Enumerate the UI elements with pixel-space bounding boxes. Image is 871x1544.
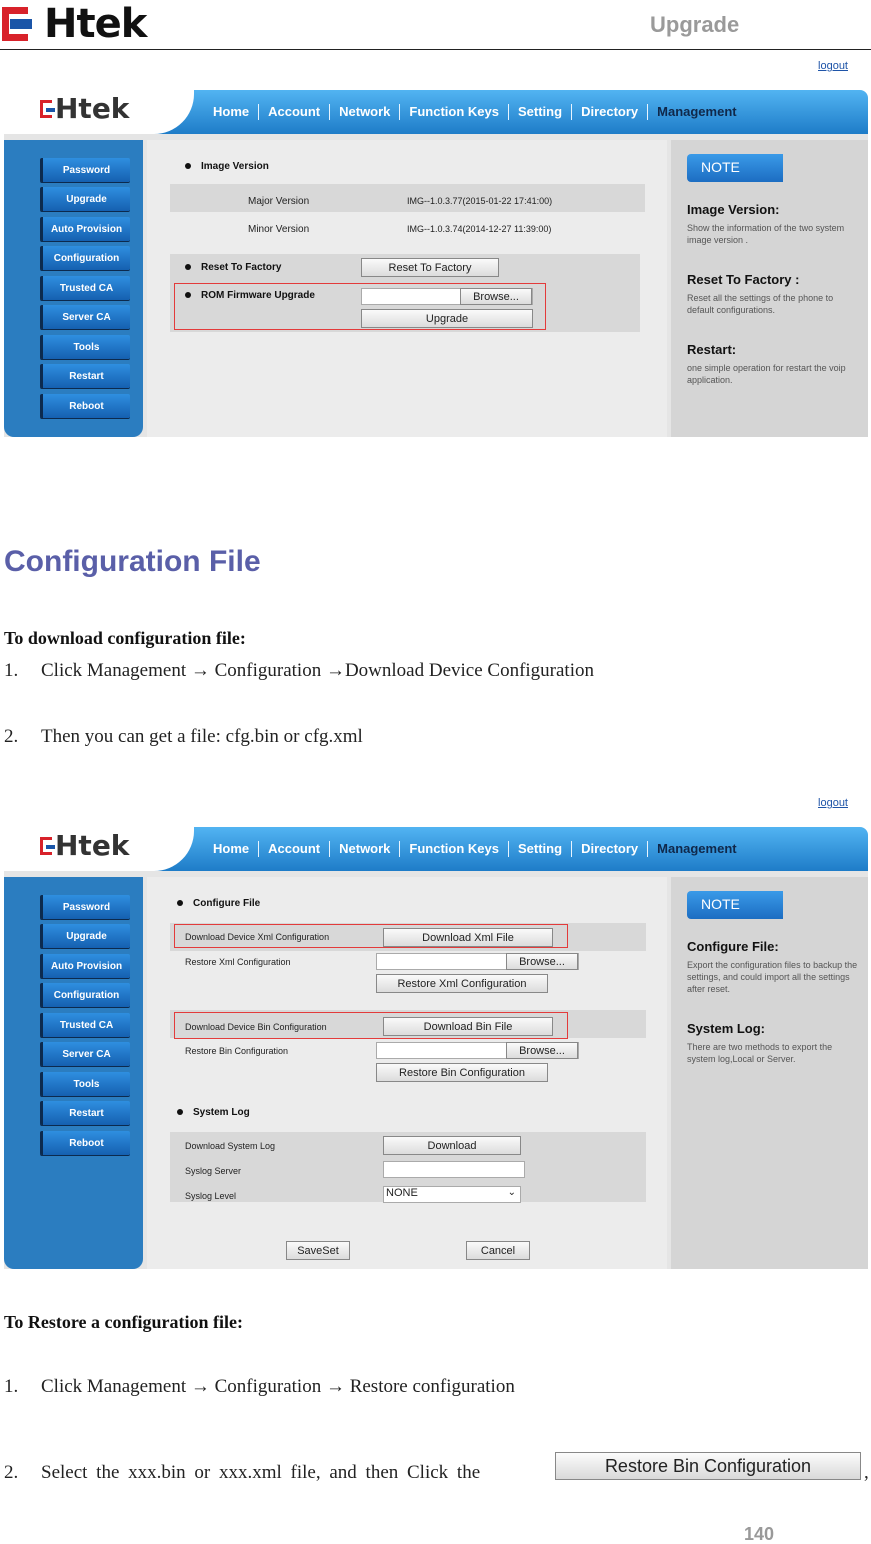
webui-logo: Htek — [40, 829, 129, 862]
restore-xml-button[interactable]: Restore Xml Configuration — [376, 974, 548, 993]
upgrade-button[interactable]: Upgrade — [361, 309, 533, 328]
configure-file-title: Configure File — [177, 898, 260, 909]
sidebar-item-auto-provision[interactable]: Auto Provision — [40, 217, 130, 241]
logo-square-icon — [40, 100, 52, 118]
bullet-icon — [185, 292, 191, 298]
sidebar-item-reboot[interactable]: Reboot — [40, 1131, 130, 1155]
logout-link[interactable]: logout — [818, 60, 848, 72]
note-tab: NOTE — [687, 891, 783, 919]
firmware-file-field[interactable] — [361, 288, 533, 305]
top-nav — [4, 90, 868, 134]
download-xml-button[interactable]: Download Xml File — [383, 928, 553, 947]
note-heading: System Log: — [687, 1021, 766, 1036]
note-text: Export the configuration files to backup the settings, and could import all the settings after reset. — [687, 960, 858, 994]
sidebar-item-trusted-ca[interactable]: Trusted CA — [40, 1013, 130, 1037]
syslog-server-input[interactable] — [383, 1161, 525, 1178]
step-number: 1. — [4, 1376, 19, 1397]
browse-button[interactable]: Browse... — [506, 1042, 578, 1059]
menu-network[interactable]: Network — [330, 104, 400, 120]
configuration-main-panel — [147, 877, 667, 1269]
upgrade-screenshot — [4, 54, 868, 437]
restore-bin-label: Restore Bin Configuration — [185, 1046, 289, 1056]
menu-setting[interactable]: Setting — [509, 104, 572, 120]
menu-directory[interactable]: Directory — [572, 841, 648, 857]
system-log-title: System Log — [177, 1107, 250, 1118]
webui-logo: Htek — [40, 92, 129, 125]
step-number: 2. — [4, 1462, 19, 1483]
note-panel — [671, 877, 868, 1269]
htek-logo-mark-icon — [2, 7, 38, 41]
download-syslog-label: Download System Log — [185, 1141, 276, 1151]
syslog-level-select[interactable]: NONE ⌄ — [383, 1186, 521, 1203]
bullet-icon — [177, 900, 183, 906]
reset-factory-button[interactable]: Reset To Factory — [361, 258, 499, 277]
download-bin-button[interactable]: Download Bin File — [383, 1017, 553, 1036]
note-text: one simple operation for restart the voip application. — [687, 363, 846, 385]
saveset-button[interactable]: SaveSet — [286, 1241, 350, 1260]
sidebar-item-password[interactable]: Password — [40, 158, 130, 182]
note-panel — [671, 140, 868, 437]
menu-management[interactable]: Management — [657, 841, 737, 856]
restore-bin-button[interactable]: Restore Bin Configuration — [376, 1063, 548, 1082]
bullet-icon — [177, 1109, 183, 1115]
minor-version-value: IMG--1.0.3.74(2014-12-27 11:39:00) — [407, 224, 552, 234]
menu-home[interactable]: Home — [204, 841, 259, 857]
menu-home[interactable]: Home — [204, 104, 259, 120]
restore-title: To Restore a configuration file: — [4, 1312, 243, 1332]
sidebar-item-upgrade[interactable]: Upgrade — [40, 924, 130, 948]
syslog-level-label: Syslog Level — [185, 1191, 237, 1201]
page-number: 140 — [744, 1524, 775, 1544]
note-heading: Restart: — [687, 342, 737, 357]
download-step-2: Then you can get a file: cfg.bin or cfg.xml — [41, 726, 363, 747]
sidebar-item-restart[interactable]: Restart — [40, 364, 130, 388]
restore-xml-label: Restore Xml Configuration — [185, 957, 291, 967]
restore-bin-configuration-button-image: Restore Bin Configuration — [555, 1452, 861, 1480]
sidebar-item-configuration[interactable]: Configuration — [40, 983, 130, 1007]
cancel-button[interactable]: Cancel — [466, 1241, 530, 1260]
menu-management[interactable]: Management — [657, 104, 737, 119]
menu-account[interactable]: Account — [259, 841, 330, 857]
browse-button[interactable]: Browse... — [506, 953, 578, 970]
note-tab: NOTE — [687, 154, 783, 182]
webui-header — [4, 54, 868, 134]
step-number: 2. — [4, 726, 19, 747]
top-menu — [204, 90, 746, 134]
menu-function-keys[interactable]: Function Keys — [400, 841, 509, 857]
top-nav — [4, 827, 868, 871]
sidebar-item-upgrade[interactable]: Upgrade — [40, 187, 130, 211]
download-title: To download configuration file: — [4, 628, 246, 648]
browse-button[interactable]: Browse... — [460, 288, 532, 305]
major-version-label: Major Version — [248, 196, 310, 207]
menu-setting[interactable]: Setting — [509, 841, 572, 857]
sidebar-item-server-ca[interactable]: Server CA — [40, 1042, 130, 1066]
major-version-value: IMG--1.0.3.77(2015-01-22 17:41:00) — [407, 196, 553, 206]
bullet-icon — [185, 264, 191, 270]
chevron-down-icon: ⌄ — [507, 1187, 516, 1198]
comma: , — [864, 1462, 869, 1483]
bullet-icon — [185, 163, 191, 169]
sidebar — [4, 140, 143, 437]
configuration-screenshot — [4, 791, 868, 1269]
section-heading: Configuration File — [4, 545, 261, 578]
image-version-title: Image Version — [185, 161, 269, 172]
menu-account[interactable]: Account — [259, 104, 330, 120]
sidebar-item-trusted-ca[interactable]: Trusted CA — [40, 276, 130, 300]
download-step-1: Click Management → Configuration →Download Device Configuration — [41, 660, 594, 681]
sidebar-item-server-ca[interactable]: Server CA — [40, 305, 130, 329]
upgrade-main-panel — [147, 140, 667, 437]
logo-text: Htek — [44, 1, 147, 47]
menu-network[interactable]: Network — [330, 841, 400, 857]
sidebar-item-tools[interactable]: Tools — [40, 1072, 130, 1096]
note-heading: Reset To Factory : — [687, 272, 800, 287]
webui-header — [4, 791, 868, 871]
sidebar — [4, 877, 143, 1269]
restore-bin-file-field[interactable] — [376, 1042, 579, 1059]
page-header — [0, 0, 871, 50]
note-text: Show the information of the two system image version . — [687, 223, 845, 245]
restore-xml-file-field[interactable] — [376, 953, 579, 970]
restore-step-1: Click Management → Configuration → Restore configuration — [41, 1376, 515, 1397]
menu-function-keys[interactable]: Function Keys — [400, 104, 509, 120]
rom-upgrade-title: ROM Firmware Upgrade — [185, 290, 315, 301]
note-text: Reset all the settings of the phone to default configurations. — [687, 293, 834, 315]
menu-directory[interactable]: Directory — [572, 104, 648, 120]
note-text: There are two methods to export the system log,Local or Server. — [687, 1042, 833, 1064]
sidebar-item-auto-provision[interactable]: Auto Provision — [40, 954, 130, 978]
restore-step-2: Select the xxx.bin or xxx.xml file, and then Click the — [41, 1462, 481, 1483]
sidebar-item-configuration[interactable]: Configuration — [40, 246, 130, 270]
top-menu — [204, 827, 746, 871]
syslog-server-label: Syslog Server — [185, 1166, 242, 1176]
page-header-title: Upgrade — [650, 12, 740, 37]
sidebar-item-password[interactable]: Password — [40, 895, 130, 919]
sidebar-item-tools[interactable]: Tools — [40, 335, 130, 359]
download-xml-label: Download Device Xml Configuration — [185, 932, 330, 942]
minor-version-label: Minor Version — [248, 224, 310, 235]
download-bin-label: Download Device Bin Configuration — [185, 1022, 327, 1032]
step-number: 1. — [4, 660, 19, 681]
logout-link[interactable]: logout — [818, 797, 848, 809]
sidebar-item-reboot[interactable]: Reboot — [40, 394, 130, 418]
logo-square-icon — [40, 837, 52, 855]
sidebar-item-restart[interactable]: Restart — [40, 1101, 130, 1125]
download-syslog-button[interactable]: Download — [383, 1136, 521, 1155]
reset-factory-title: Reset To Factory — [185, 262, 281, 273]
htek-logo — [2, 1, 147, 47]
note-heading: Configure File: — [687, 939, 779, 954]
note-heading: Image Version: — [687, 202, 780, 217]
